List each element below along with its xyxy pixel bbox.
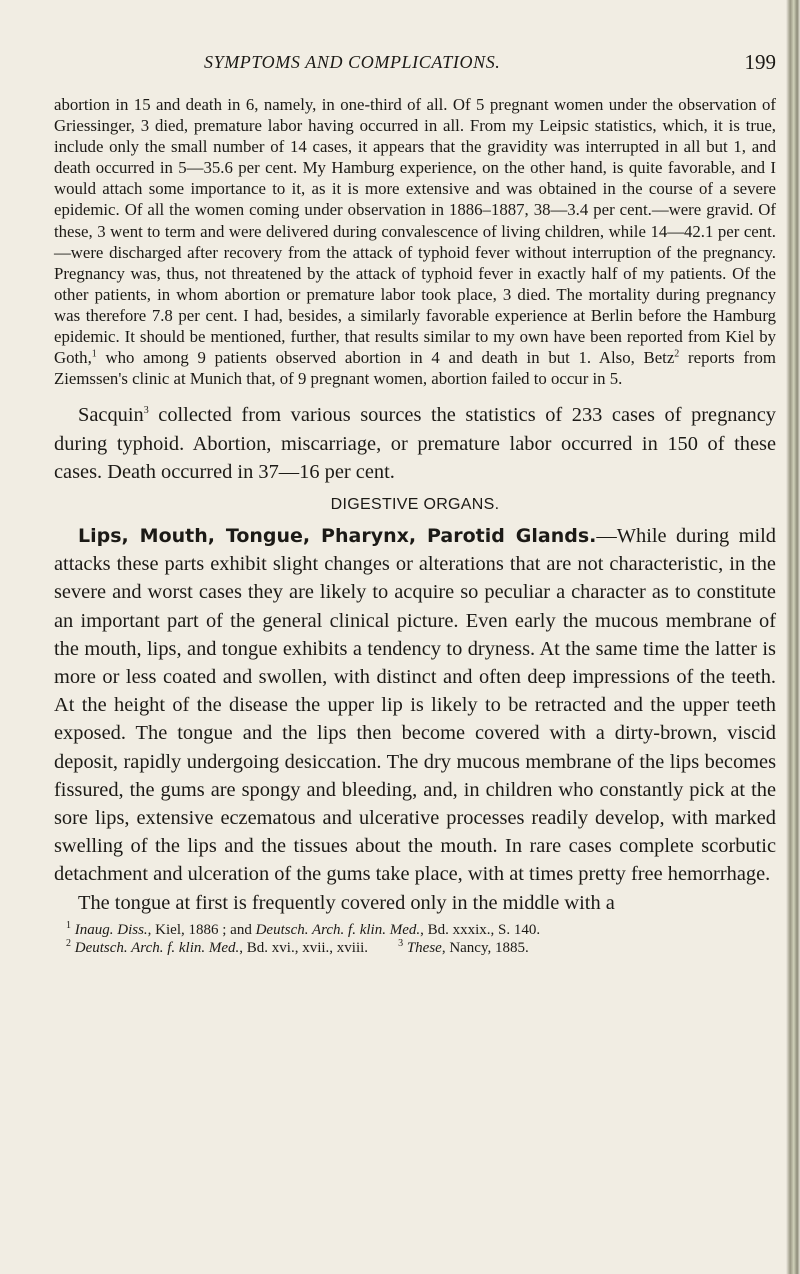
paragraph-pregnancy-statistics: abortion in 15 and death in 6, namely, in one-third of all. Of 5 pregnant women under the observation of Griessinger, 3 died, premature labor having occurred in all. From my Leipsic statistics, which, it is true, include only the small number of 14 cases, it appears that the gravidity was interrupted in all but 1, and death occurred in 5—35.6 per cent. My Hamburg experience, on the other hand, is quite favorable, and I would attach some importance to it, as it is more extensive and was obtained in the course of a severe epidemic. Of all the women coming under observation in 1886–1887, 38—3.4 per cent.—were gravid. Of these, 3 went to term and were delivered during convalescence of living children, while 14—42.1 per cent.—were discharged after recovery from the attack of typhoid fever without interruption of the pregnancy. Pregnancy was, thus, not threatened by the attack of typhoid fever in exactly half of my patients. Of the other patients, in whom abortion or premature labor took place, 3 died. The mortality during pregnancy was therefore 7.8 per cent. I had, besides, a similarly favorable experience at Berlin before the Hamburg epidemic. It should be mentioned, further, that results similar to my own have been reported from Kiel by Goth,$^1$ who among 9 patients observed abortion in 4 and death in but 1. Also, Betz$^2$ reports from Ziemssen's clinic at Munich that, of 9 pregnant women, abortion failed to occur in 5. xyxy=(54,95,776,389)
paragraph-sacquin: Sacquin$^3$ collected from various sources the statistics of 233 cases of pregnancy during typhoid. Abortion, miscarriage, or premature labor occurred in 150 of these cases. Death occurred in 37—16 per cent. xyxy=(54,404,776,483)
footnote-2-3 xyxy=(54,939,776,958)
footnote-2: $^2$ Deutsch. Arch. f. klin. Med., Bd. xvi., xvii., xviii. xyxy=(66,938,369,957)
book-page xyxy=(54,52,776,958)
footnote-3: $^3$ These, Nancy, 1885. xyxy=(398,938,529,957)
footnote-ref-2: 2 xyxy=(674,348,680,360)
page-edge xyxy=(786,0,800,1274)
running-head xyxy=(54,52,776,78)
paragraph-tongue: The tongue at first is frequently covered only in the middle with a xyxy=(78,891,615,914)
section-heading: DIGESTIVE ORGANS. xyxy=(330,495,500,513)
footnote-ref-1: 1 xyxy=(91,348,97,360)
runin-heading: Lips, Mouth, Tongue, Pharynx, Parotid Glands. xyxy=(78,524,597,547)
footnotes xyxy=(54,921,776,958)
running-title: SYMPTOMS AND COMPLICATIONS. xyxy=(204,52,501,72)
footnote-ref-3: 3 xyxy=(143,405,149,417)
paragraph-lips-mouth: Lips, Mouth, Tongue, Pharynx, Parotid Glands.—While during mild attacks these parts exhibit slight changes or alterations that are not characteristic, in the severe and worst cases they are likely to acquire so peculiar a character as to constitute an important part of the general clinical picture. Even early the mucous membrane of the mouth, lips, and tongue exhibits a tendency to dryness. At the same time the latter is more or less coated and swollen, with distinct and often deep impressions of the teeth. At the height of the disease the upper lip is likely to be retracted and the upper teeth exposed. The tongue and the lips then become covered with a dirty-brown, viscid deposit, rapidly undergoing desiccation. The dry mucous membrane of the lips becomes fissured, the gums are spongy and bleeding, and, in children who constantly pick at the sore lips, extensive eczematous and ulcerative processes readily develop, with marked swelling of the lips and the tissues about the mouth. In rare cases complete scorbutic detachment and ulceration of the gums take place, with at times pretty free hemorrhage. xyxy=(54,524,776,886)
footnote-1: $^1$ Inaug. Diss., Kiel, 1886 ; and Deutsch. Arch. f. klin. Med., Bd. xxxix., S. 140. xyxy=(66,919,541,938)
page-number: 199 xyxy=(744,50,776,74)
